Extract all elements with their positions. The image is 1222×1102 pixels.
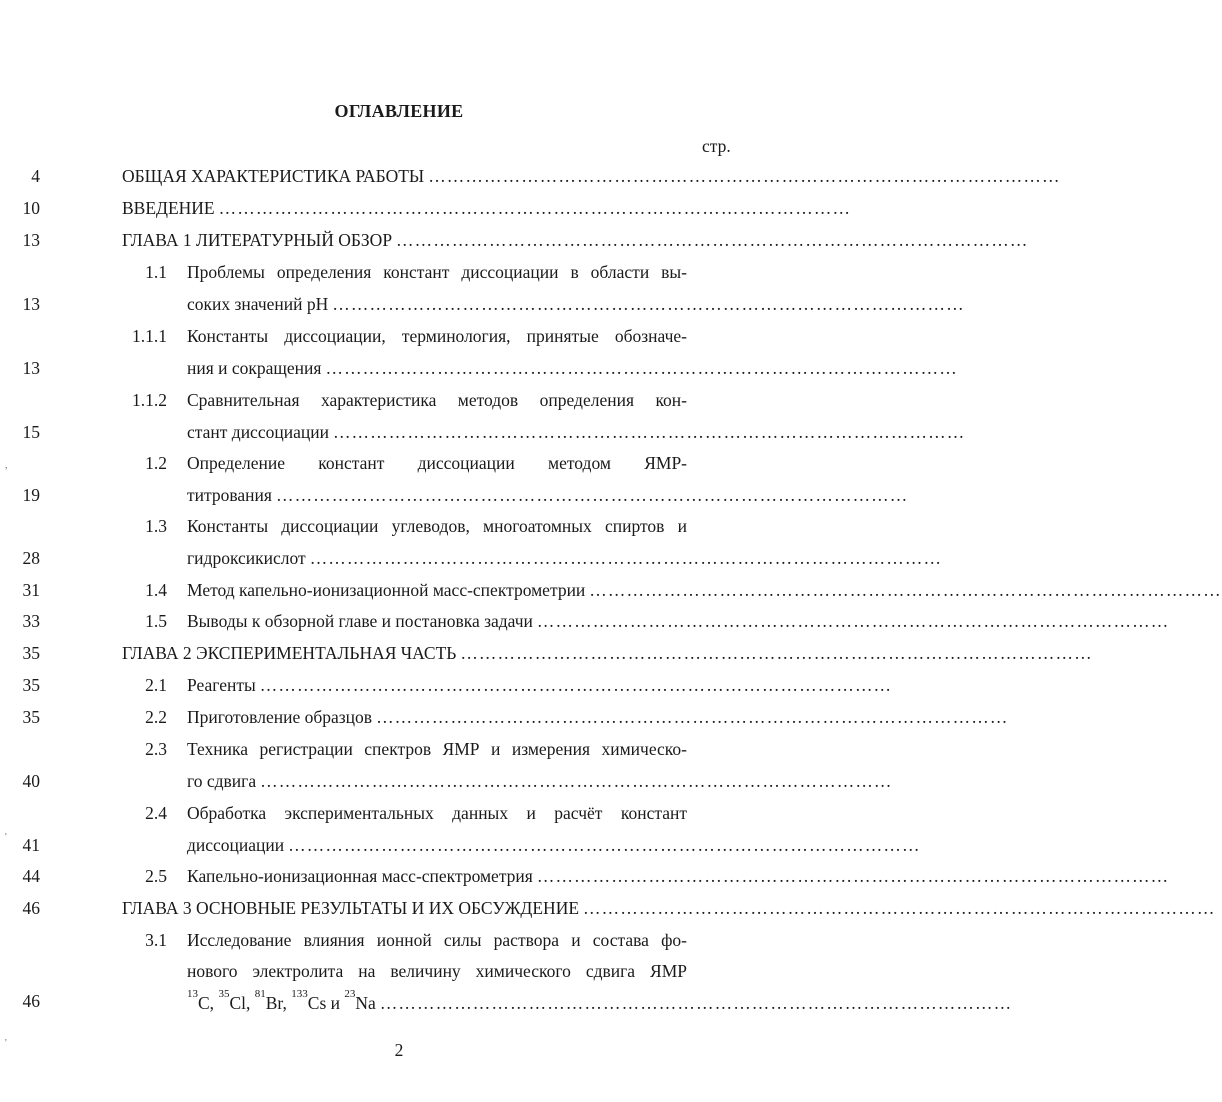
toc-entry-line — [187, 422, 966, 444]
toc-entry-page: 13 — [22, 294, 40, 314]
toc-entry-number: 2.3 — [145, 739, 167, 759]
leader-dots: ………………………………………………………………………………………… — [583, 898, 1216, 918]
toc-entry-label: стант диссоциации — [187, 422, 329, 442]
leader-dots: ………………………………………………………………………………………… — [260, 771, 893, 791]
toc-entry-number: 1.3 — [145, 516, 167, 536]
isotope-symbol: Br, — [265, 993, 287, 1013]
leader-dots: ………………………………………………………………………………………… — [309, 548, 943, 568]
toc-entry-page: 13 — [22, 358, 40, 378]
toc-entry-page: 40 — [22, 771, 40, 791]
toc-entry-page: 44 — [22, 866, 40, 886]
toc-entry-label: Метод капельно-ионизационной масс-спектрометрии — [187, 580, 586, 600]
leader-dots: ………………………………………………………………………………………… — [288, 835, 921, 855]
isotope-mass: 23 — [344, 988, 356, 1000]
toc-entry-number: 1.1.2 — [132, 390, 167, 410]
toc-entry-label: ния и сокращения — [187, 358, 322, 378]
isotope-mass: 81 — [254, 988, 266, 1000]
toc-entry-line: Обработка экспериментальных данных и расчёт констант — [187, 803, 687, 823]
toc-entry-number: 1.2 — [145, 453, 167, 473]
leader-dots: ………………………………………………………………………………………… — [259, 675, 893, 695]
toc-entry-page: 33 — [22, 611, 40, 631]
toc-entry-line: Определение констант диссоциации методом ЯМР- — [187, 453, 687, 473]
leader-dots: ………………………………………………………………………………………… — [460, 643, 1093, 663]
toc-entry-number: 1.4 — [145, 580, 167, 600]
leader-dots: ………………………………………………………………………………………… — [332, 294, 965, 314]
toc-title: ОГЛАВЛЕНИЕ — [334, 101, 464, 121]
leader-dots: ………………………………………………………………………………………… — [218, 198, 852, 218]
isotope-mass: 35 — [218, 988, 230, 1000]
toc-entry-page: 35 — [22, 707, 40, 727]
toc-entry-label: Капельно-ионизационная масс-спектрометрия — [187, 866, 533, 886]
leader-dots: ………………………………………………………………………………………… — [396, 230, 1029, 250]
toc-entry-line: Константы диссоциации, терминология, принятые обозначе- — [187, 326, 687, 346]
toc-entry-label: соких значений pH — [187, 294, 329, 314]
toc-entry-label: Реагенты — [187, 675, 256, 695]
toc-entry-label: титрования — [187, 485, 272, 505]
toc-entry-label: диссоциации — [187, 835, 285, 855]
toc-entry-label: гидроксикислот — [187, 548, 306, 568]
scan-mark: ' — [5, 1038, 7, 1049]
toc-entry-line: нового электролита на величину химического сдвига ЯМР — [187, 961, 687, 981]
toc-entry-line — [187, 580, 1222, 602]
toc-entry-page: 19 — [22, 485, 40, 505]
toc-entry-line — [122, 230, 1029, 252]
toc-entry-3-1-isotope-line — [187, 988, 1013, 1013]
isotope-list — [187, 988, 376, 1014]
toc-entry-page: 35 — [22, 643, 40, 663]
leader-dots: ………………………………………………………………………………………… — [589, 580, 1222, 600]
toc-entry-line: Проблемы определения констант диссоциации в области вы- — [187, 262, 687, 282]
toc-entry-number: 1.1 — [145, 262, 167, 282]
isotope-symbol: Na — [355, 993, 376, 1013]
toc-entry-page: 46 — [22, 991, 40, 1011]
toc-entry-page: 46 — [22, 898, 40, 918]
leader-dots: ………………………………………………………………………………………… — [376, 707, 1009, 727]
toc-entry-line — [122, 166, 1061, 188]
toc-entry-line — [187, 485, 909, 507]
toc-entry-label: Выводы к обзорной главе и постановка задачи — [187, 611, 533, 631]
toc-entry-label: ГЛАВА 3 ОСНОВНЫЕ РЕЗУЛЬТАТЫ И ИХ ОБСУЖДЕНИЕ — [122, 898, 580, 918]
toc-entry-page: 15 — [22, 422, 40, 442]
toc-entry-line — [187, 835, 921, 857]
toc-entry-line — [187, 294, 965, 316]
toc-entry-number: 2.4 — [145, 803, 167, 823]
toc-entry-label: ГЛАВА 1 ЛИТЕРАТУРНЫЙ ОБЗОР — [122, 230, 393, 250]
toc-entry-line — [122, 898, 1216, 920]
leader-dots: ………………………………………………………………………………………… — [275, 485, 909, 505]
toc-entry-page: 4 — [31, 166, 40, 186]
toc-entry-number: 1.1.1 — [132, 326, 167, 346]
leader-dots: ………………………………………………………………………………………… — [428, 166, 1061, 186]
page-number: 2 — [394, 1040, 404, 1060]
toc-entry-line: Исследование влияния ионной силы раствора и состава фо- — [187, 930, 687, 950]
toc-entry-page: 35 — [22, 675, 40, 695]
toc-entry-number: 2.5 — [145, 866, 167, 886]
toc-entry-page: 28 — [22, 548, 40, 568]
isotope-mass: 133 — [291, 988, 308, 1000]
toc-entry-line — [122, 198, 852, 220]
toc-entry-number: 1.5 — [145, 611, 167, 631]
toc-entry-line — [187, 548, 943, 570]
leader-dots: ………………………………………………………………………………………… — [379, 993, 1013, 1013]
leader-dots: ………………………………………………………………………………………… — [325, 358, 958, 378]
toc-entry-line — [187, 866, 1170, 888]
toc-entry-label: ВВЕДЕНИЕ — [122, 198, 215, 218]
toc-entry-line — [187, 358, 958, 380]
toc-entry-number: 2.2 — [145, 707, 167, 727]
toc-entry-line — [187, 707, 1009, 729]
page-column-label: стр. — [702, 136, 731, 156]
isotope-symbol: Cl, — [229, 993, 251, 1013]
leader-dots: ………………………………………………………………………………………… — [536, 866, 1170, 886]
toc-entry-page: 31 — [22, 580, 40, 600]
toc-entry-page: 41 — [22, 835, 40, 855]
toc-entry-line — [187, 611, 1170, 633]
toc-entry-label: го сдвига — [187, 771, 257, 791]
scan-mark: , — [5, 460, 8, 471]
toc-entry-label: ОБЩАЯ ХАРАКТЕРИСТИКА РАБОТЫ — [122, 166, 425, 186]
isotope-symbol: Cs и — [307, 993, 341, 1013]
toc-entry-line: Сравнительная характеристика методов определения кон- — [187, 390, 687, 410]
toc-entry-line — [122, 643, 1093, 665]
leader-dots: ………………………………………………………………………………………… — [332, 422, 966, 442]
toc-entry-page: 10 — [22, 198, 40, 218]
isotope-mass: 13 — [187, 988, 198, 1000]
toc-entry-page: 13 — [22, 230, 40, 250]
toc-entry-number: 3.1 — [145, 930, 167, 950]
isotope-symbol: C, — [198, 993, 215, 1013]
toc-entry-line — [187, 675, 893, 697]
toc-entry-line — [187, 771, 893, 793]
toc-entry-line: Константы диссоциации углеводов, многоатомных спиртов и — [187, 516, 687, 536]
toc-entry-label: Приготовление образцов — [187, 707, 373, 727]
toc-entry-line: Техника регистрации спектров ЯМР и измерения химическо- — [187, 739, 687, 759]
toc-entry-label: ГЛАВА 2 ЭКСПЕРИМЕНТАЛЬНАЯ ЧАСТЬ — [122, 643, 457, 663]
leader-dots: ………………………………………………………………………………………… — [536, 611, 1170, 631]
toc-entry-number: 2.1 — [145, 675, 167, 695]
scan-mark: ' — [5, 832, 7, 843]
